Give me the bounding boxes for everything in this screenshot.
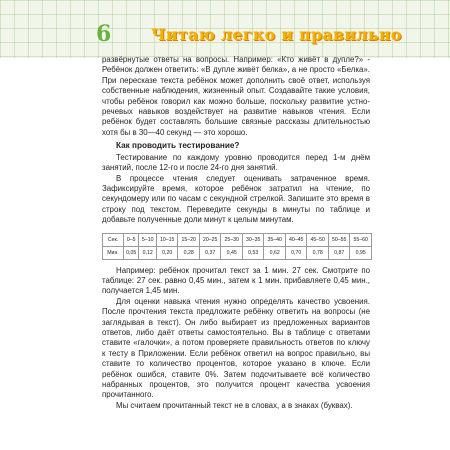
table-cell: 50–55 — [328, 233, 350, 246]
table-row-minutes — [103, 246, 372, 259]
table-cell: 0,78 — [307, 246, 329, 259]
paragraph-testing-schedule: Тестирование по каждому уровню проводится перед 1-м днём занятий, после 12-го и после 24-го дня занятий. — [102, 152, 370, 173]
page-number: 6 — [96, 21, 112, 47]
table-cell: 0,45 — [221, 246, 243, 259]
table-cell: 20–25 — [199, 233, 221, 246]
table-cell: 25–30 — [221, 233, 243, 246]
table-cell: 0,05 — [124, 246, 139, 259]
table-cell: 15–20 — [178, 233, 200, 246]
table-cell: 0,62 — [264, 246, 286, 259]
table-cell: 40–45 — [285, 233, 307, 246]
table-cell: 35–40 — [264, 233, 286, 246]
table-cell: 0,70 — [285, 246, 307, 259]
table-cell: 10–15 — [156, 233, 178, 246]
paragraph-quality-assessment: Для оценки навыка чтения нужно определять качество усвоения. После прочтения текста предложите ребёнку ответить на вопросы (не заглядывая в текст). Он либо выбирает из предложенных вариантов ответов, либо даёт ответы самостоятельно. Вы в таблице с ответами ставите «галочки», а потом проверяете правильность ответов по ключу к тесту в Приложении. Если ребёнок ответил на вопрос правильно, вы ставите то количество процентов, которое указано в ключе. Если ребёнок ошибся, ставите 0%. Затем подсчитываете всё количество набранных процентов, это получится процент качества усвоения прочитанного. — [102, 296, 370, 400]
paragraph-example: Например: ребёнок прочитал текст за 1 мин. 27 сек. Смотрите по таблице: 27 сек. равно 0,45 мин., затем к 1 мин. прибавляете 0,45 мин., получается 1,45 мин. — [102, 265, 370, 296]
table-cell: 0,28 — [178, 246, 200, 259]
table-cell: 0,12 — [139, 246, 156, 259]
paragraph-intro: развёрнутые ответы на вопросы. Например: «Кто живёт в дупле?» - Ребёнок должен ответить: «В дупле живёт белка», а не просто «Белка». При пересказе текста ребёнок может дополнить своё ответ, используя собственные наблюдения, жизненный опыт. Создавайте такие условия, чтобы ребёнок говорил как можно больше, поскольку развитие устно-речевых навыков воздействует на развитие навыков чтения. Если ребёнок будет составлять большие связные рассказы длительностью хотя бы в 30—40 секунд — это хорошо. — [102, 55, 370, 137]
table-cell: 0,20 — [156, 246, 178, 259]
table-cell: 0,53 — [242, 246, 264, 259]
table-cell: 5–10 — [139, 233, 156, 246]
table-cell: 55–60 — [350, 233, 372, 246]
paragraph-time-measure: В процессе чтения следует оценивать затраченное время. Зафиксируйте время, которое ребёнок затратил на чтение, по секундомеру или по часам с секундной стрелкой. Запишите это время в строку под текстом. Переведите секунды в минуты по таблице и добавьте полученные доли минут к целым минутам. — [102, 173, 370, 225]
table-cell: 30–35 — [242, 233, 264, 246]
table-row-label: Мин. — [103, 246, 124, 259]
table-cell: 0,37 — [199, 246, 221, 259]
table-row-seconds — [103, 233, 372, 246]
table-cell: 45–50 — [307, 233, 329, 246]
section-heading: Как проводить тестирование? — [116, 141, 240, 151]
table-cell: 0,87 — [328, 246, 350, 259]
page-content — [102, 55, 370, 411]
seconds-to-minutes-table — [102, 233, 372, 260]
page-header-title: Читаю легко и правильно — [151, 25, 402, 44]
table-cell: 0,95 — [350, 246, 372, 259]
table-cell: 0–5 — [124, 233, 139, 246]
table-row-label: Сек. — [103, 233, 124, 246]
paragraph-characters-note: Мы считаем прочитанный текст не в словах, а в знаках (буквах). — [116, 400, 353, 410]
